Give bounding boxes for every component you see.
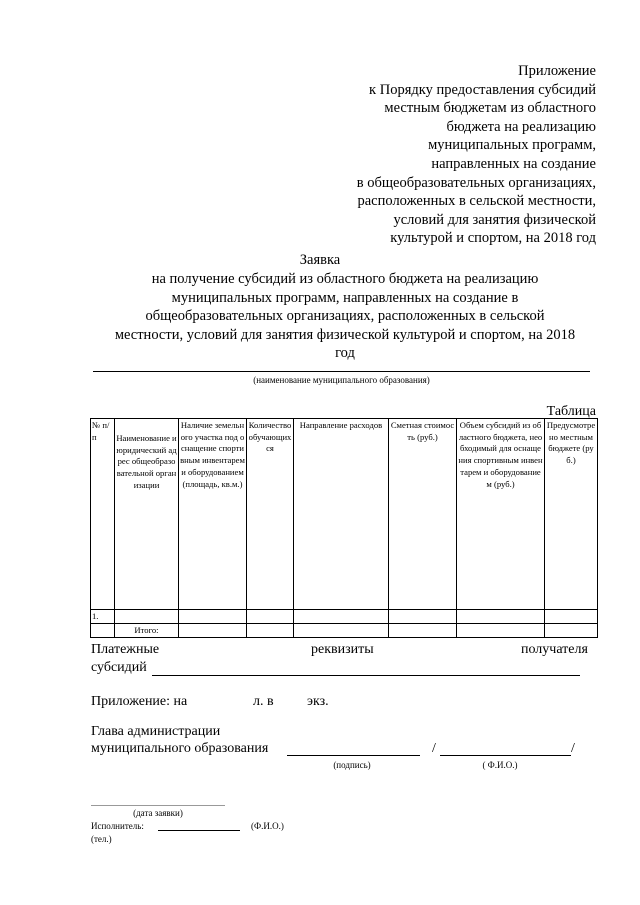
municipality-line	[93, 371, 590, 372]
column-header: Сметная стоимость (руб.)	[389, 419, 457, 610]
slash-open-glyph: /	[432, 741, 436, 756]
name-line	[440, 755, 571, 756]
table-cell	[91, 623, 115, 637]
column-header: Количество обучающихся	[247, 419, 294, 610]
table-cell	[247, 623, 294, 637]
column-header: № п/п	[91, 419, 115, 610]
table-row	[91, 610, 598, 624]
appendix-line: муниципальных программ,	[428, 137, 596, 154]
appendix-line: местным бюджетам из областного	[384, 100, 596, 117]
table-cell	[247, 610, 294, 624]
appendix-line: бюджета на реализацию	[446, 118, 596, 135]
attachment-copies: экз.	[307, 694, 329, 709]
table-cell	[389, 623, 457, 637]
signature-line	[287, 755, 420, 756]
appendix-line: культурой и спортом, на 2018 год	[390, 230, 596, 247]
payment-word: реквизиты	[311, 642, 374, 657]
request-table	[90, 418, 598, 638]
payment-details-line	[152, 675, 580, 676]
appendix-line: условий для занятия физической	[393, 211, 596, 228]
column-header: Наименование и юридический адрес общеобразовательной организации	[115, 419, 179, 610]
slash-close-glyph: /	[571, 741, 575, 756]
table-cell	[179, 610, 247, 624]
appendix-line: в общеобразовательных организациях,	[356, 174, 596, 191]
name-caption: ( Ф.И.О.)	[482, 760, 518, 770]
table-cell	[457, 623, 545, 637]
table-caption: Таблица	[546, 404, 596, 419]
column-header: Предусмотрено местным бюджете (руб.)	[545, 419, 598, 610]
row-number: 1.	[91, 610, 115, 624]
payment-word: получателя	[521, 642, 588, 657]
appendix-header	[236, 62, 596, 248]
request-text: на получение субсидий из областного бюджета на реализацию муниципальных программ, направленных на создание в общеобразовательных организациях, расположенных в сельской местности, условий для занятия физической культурой и спортом, на 2018 год	[114, 271, 576, 362]
signature-caption: (подпись)	[333, 760, 371, 770]
request-title: Заявка	[299, 252, 341, 268]
table-cell	[545, 610, 598, 624]
executor-line	[158, 830, 240, 831]
column-header: Направление расходов	[294, 419, 389, 610]
table-cell	[115, 610, 179, 624]
column-header: Наличие земельного участка под оснащение спортивным инвентарем и оборудованием (площадь, кв.м.)	[179, 419, 247, 610]
date-caption: (дата заявки)	[133, 808, 183, 818]
column-header: Объем субсидий из областного бюджета, необходимый для оснащения спортивным инвентарем и оборудованием (руб.)	[457, 419, 545, 610]
attachment-label: Приложение: на	[91, 694, 188, 709]
attachment-sheets: л. в	[253, 694, 274, 709]
total-label: Итого:	[115, 623, 179, 637]
appendix-line: направленных на создание	[431, 155, 596, 172]
executor-label: Исполнитель:	[91, 821, 144, 831]
executor-name-caption: (Ф.И.О.)	[251, 821, 284, 831]
table-cell	[179, 623, 247, 637]
table-header-row	[91, 419, 598, 610]
appendix-line: Приложение	[518, 63, 596, 79]
table-cell	[545, 623, 598, 637]
head-title: Глава администрации	[91, 724, 221, 739]
appendix-line: к Порядку предоставления субсидий	[369, 81, 596, 98]
phone-caption: (тел.)	[91, 834, 112, 844]
appendix-line: расположенных в сельской местности,	[357, 193, 596, 210]
table-cell	[389, 610, 457, 624]
payment-word: Платежные	[91, 642, 160, 657]
municipality-caption: (наименование муниципального образования)	[253, 375, 430, 385]
table-total-row	[91, 623, 598, 637]
date-line	[91, 805, 225, 806]
head-municipality: муниципального образования	[91, 741, 269, 756]
table-cell	[457, 610, 545, 624]
payment-word: субсидий	[91, 660, 147, 675]
table-cell	[294, 623, 389, 637]
table-cell	[294, 610, 389, 624]
